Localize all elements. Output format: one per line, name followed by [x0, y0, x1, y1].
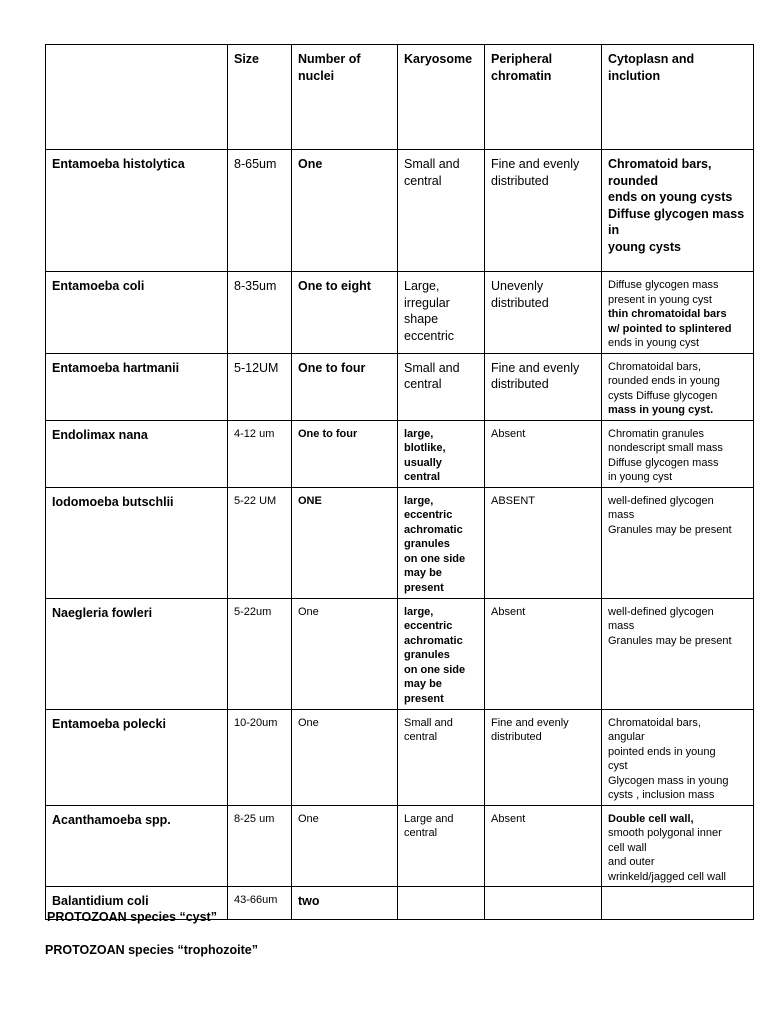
species-name: Entamoeba coli [46, 272, 228, 354]
chromatin-cell: Unevenly distributed [485, 272, 602, 354]
nuclei-cell: One [292, 709, 398, 805]
size-cell: 5-12UM [228, 353, 292, 420]
karyosome-cell: large, eccentric achromatic granules on one side may be present [398, 598, 485, 709]
size-cell: 5-22um [228, 598, 292, 709]
nuclei-cell: One [292, 598, 398, 709]
caption-trophozoite: PROTOZOAN species “trophozoite” [45, 943, 258, 957]
species-name: Iodomoeba butschlii [46, 487, 228, 598]
chromatin-cell [485, 887, 602, 920]
table-row [46, 805, 754, 887]
species-name: Endolimax nana [46, 420, 228, 487]
karyosome-cell: Small and central [398, 150, 485, 272]
table-row [46, 598, 754, 709]
species-name: Entamoeba hartmanii [46, 353, 228, 420]
species-name: Acanthamoeba spp. [46, 805, 228, 887]
species-name: Entamoeba histolytica [46, 150, 228, 272]
caption-cyst: PROTOZOAN species “cyst” [47, 910, 217, 924]
chromatin-cell: Fine and evenly distributed [485, 150, 602, 272]
cytoplasm-cell: Chromatoidal bars, angular pointed ends in young cyst Glycogen mass in young cysts , inclusion mass [602, 709, 754, 805]
cytoplasm-cell: Double cell wall, smooth polygonal inner cell wall and outer wrinkeld/jagged cell wall [602, 805, 754, 887]
cytoplasm-cell: Chromatoidal bars, rounded ends in young cysts Diffuse glycogen mass in young cyst. [602, 353, 754, 420]
species-name: Naegleria fowleri [46, 598, 228, 709]
cytoplasm-cell: well-defined glycogen mass Granules may be present [602, 487, 754, 598]
header-nuclei: Number of nuclei [292, 45, 398, 150]
karyosome-cell: large, eccentric achromatic granules on one side may be present [398, 487, 485, 598]
nuclei-cell: ONE [292, 487, 398, 598]
nuclei-cell: One [292, 150, 398, 272]
karyosome-cell: large, blotlike, usually central [398, 420, 485, 487]
karyosome-cell: Large, irregular shape eccentric [398, 272, 485, 354]
karyosome-cell: Small and central [398, 709, 485, 805]
size-cell: 4-12 um [228, 420, 292, 487]
header-karyosome: Karyosome [398, 45, 485, 150]
size-cell: 8-25 um [228, 805, 292, 887]
karyosome-cell [398, 887, 485, 920]
karyosome-cell: Small and central [398, 353, 485, 420]
protozoan-cyst-table [45, 44, 754, 920]
cytoplasm-cell: Diffuse glycogen mass present in young cyst thin chromatoidal bars w/ pointed to splintered ends in young cyst [602, 272, 754, 354]
header-species [46, 45, 228, 150]
chromatin-cell: ABSENT [485, 487, 602, 598]
species-name: Balantidium coli [46, 887, 228, 920]
nuclei-cell: One [292, 805, 398, 887]
table-row [46, 150, 754, 272]
cytoplasm-cell: Chromatoid bars, rounded ends on young cysts Diffuse glycogen mass in young cysts [602, 150, 754, 272]
nuclei-cell: One to four [292, 420, 398, 487]
table-row [46, 420, 754, 487]
table-row [46, 353, 754, 420]
nuclei-cell: One to eight [292, 272, 398, 354]
chromatin-cell: Fine and evenly distributed [485, 353, 602, 420]
header-cytoplasm: Cytoplasn and inclution [602, 45, 754, 150]
cytoplasm-cell: well-defined glycogen mass Granules may be present [602, 598, 754, 709]
cytoplasm-cell: Chromatin granules nondescript small mass Diffuse glycogen mass in young cyst [602, 420, 754, 487]
species-name: Entamoeba polecki [46, 709, 228, 805]
cytoplasm-cell [602, 887, 754, 920]
nuclei-cell: two [292, 887, 398, 920]
chromatin-cell: Absent [485, 805, 602, 887]
header-size: Size [228, 45, 292, 150]
size-cell: 5-22 UM [228, 487, 292, 598]
table-row [46, 487, 754, 598]
chromatin-cell: Absent [485, 598, 602, 709]
header-row [46, 45, 754, 150]
table-row [46, 272, 754, 354]
chromatin-cell: Fine and evenly distributed [485, 709, 602, 805]
chromatin-cell: Absent [485, 420, 602, 487]
size-cell: 43-66um [228, 887, 292, 920]
table-row [46, 709, 754, 805]
size-cell: 8-35um [228, 272, 292, 354]
header-peripheral-chromatin: Peripheral chromatin [485, 45, 602, 150]
nuclei-cell: One to four [292, 353, 398, 420]
karyosome-cell: Large and central [398, 805, 485, 887]
size-cell: 10-20um [228, 709, 292, 805]
size-cell: 8-65um [228, 150, 292, 272]
